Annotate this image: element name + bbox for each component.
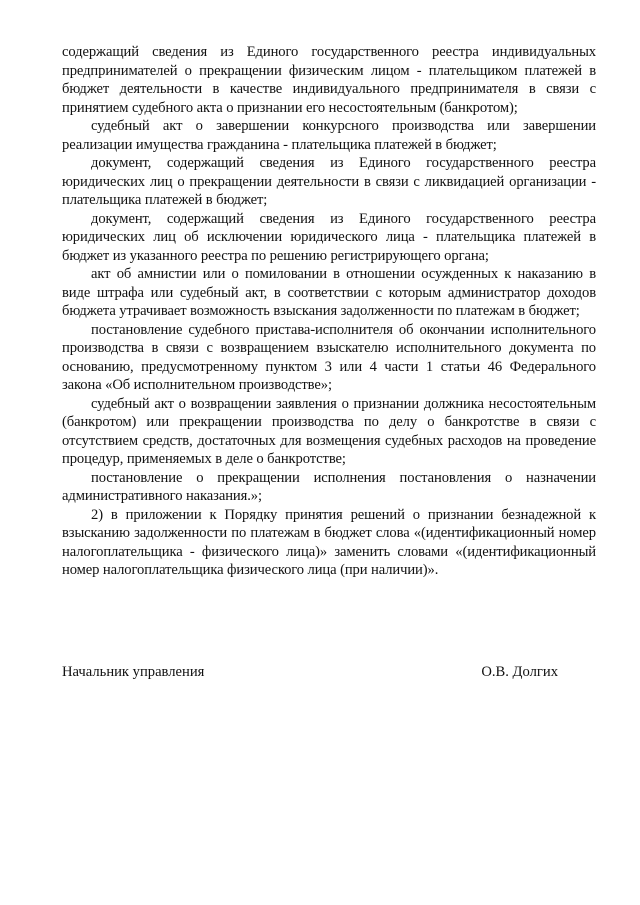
paragraph-0: содержащий сведения из Единого государственного реестра индивидуальных предпринимателей о прекращении физическим лицом - плательщиком платежей в бюджет деятельности в качестве индивидуального предпринимателя в связи с принятием судебного акта о признании его несостоятельным (банкротом); <box>62 44 596 116</box>
paragraph-1: судебный акт о завершении конкурсного производства или завершении реализации имущества гражданина - плательщика платежей в бюджет; <box>62 118 596 153</box>
signatory-name: О.В. Долгих <box>481 664 558 680</box>
paragraph-6: судебный акт о возвращении заявления о признании должника несостоятельным (банкротом) или прекращении производства по делу о банкротстве в связи с отсутствием средств, достаточных для возмещения судебных расходов на проведение процедур, применяемых в деле о банкротстве; <box>62 395 596 467</box>
paragraph-3: документ, содержащий сведения из Единого государственного реестра юридических лиц об исключении юридического лица - плательщика платежей в бюджет из указанного реестра по решению регистрирующего органа; <box>62 210 596 264</box>
paragraph-8: 2) в приложении к Порядку принятия решений о признании безнадежной к взысканию задолженности по платежам в бюджет слова «(идентификационный номер налогоплательщика - физического лица)» заменить словами «(идентификационный номер налогоплательщика физического лица (при наличии)». <box>62 506 596 578</box>
paragraph-5: постановление судебного пристава-исполнителя об окончании исполнительного производства в связи с возвращением взыскателю исполнительного документа по основанию, предусмотренному пунктом 3 или 4 части 1 статьи 46 Федерального закона «Об исполнительном производстве»; <box>62 321 596 393</box>
paragraph-7: постановление о прекращении исполнения постановления о назначении административного наказания.»; <box>62 469 596 504</box>
paragraph-4: акт об амнистии или о помиловании в отношении осужденных к наказанию в виде штрафа или судебный акт, в соответствии с которым администратор доходов бюджета утрачивает возможность взыскания задолженности по платежам в бюджет; <box>62 266 596 319</box>
paragraph-2: документ, содержащий сведения из Единого государственного реестра юридических лиц о прекращении деятельности в связи с ликвидацией организации - плательщика платежей в бюджет; <box>62 155 596 208</box>
document-body <box>62 43 596 580</box>
signatory-title: Начальник управления <box>62 664 205 680</box>
